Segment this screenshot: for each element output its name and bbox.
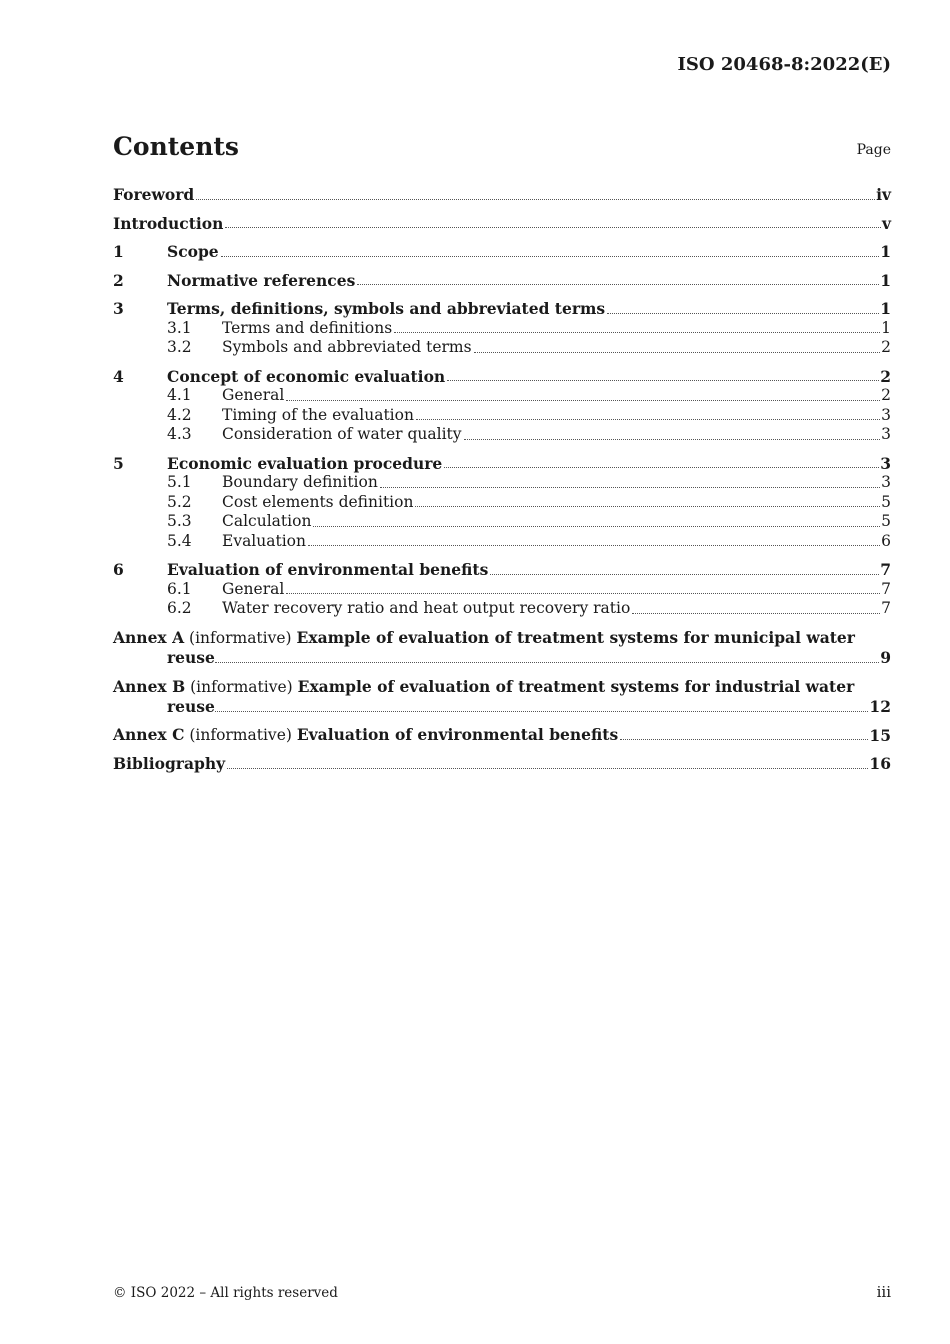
toc-entry-title: Economic evaluation procedure bbox=[167, 453, 443, 473]
toc-entry-title: Terms, definitions, symbols and abbreviated terms bbox=[167, 299, 606, 318]
toc-entry-title: Foreword bbox=[113, 185, 195, 204]
dot-leader bbox=[215, 661, 879, 663]
toc-entry-page: 6 bbox=[881, 531, 891, 550]
annex-title-continuation bbox=[113, 697, 891, 717]
toc-entry-title: Calculation bbox=[222, 512, 312, 530]
subclause-number: 3.2 bbox=[167, 338, 192, 356]
toc-entry-subclause-5-1[interactable] bbox=[113, 473, 891, 493]
toc-entry-subclause-3-2[interactable] bbox=[113, 338, 891, 358]
table-of-contents bbox=[113, 185, 891, 774]
dot-leader bbox=[607, 312, 879, 314]
toc-entry-subclause-5-2[interactable] bbox=[113, 493, 891, 513]
toc-entry-page: 15 bbox=[869, 725, 891, 745]
dot-leader bbox=[632, 612, 880, 614]
toc-entry-page: 16 bbox=[869, 754, 891, 773]
toc-entry-page: 7 bbox=[880, 560, 891, 579]
dot-leader bbox=[620, 738, 868, 740]
toc-entry-page: 9 bbox=[880, 648, 891, 667]
toc-entry-clause-6[interactable] bbox=[113, 560, 891, 580]
annex-title-continuation bbox=[113, 648, 891, 668]
toc-entry-title: Evaluation of environmental benefits bbox=[167, 560, 489, 579]
toc-entry-subclause-4-1[interactable] bbox=[113, 386, 891, 406]
toc-entry-page: 5 bbox=[881, 512, 891, 530]
clause-number: 3 bbox=[113, 299, 124, 318]
toc-entry-annex-b[interactable] bbox=[113, 677, 891, 717]
toc-entry-clause-2[interactable] bbox=[113, 271, 891, 291]
toc-entry-page: 1 bbox=[880, 270, 891, 290]
toc-entry-annex-c[interactable] bbox=[113, 726, 891, 746]
toc-entry-page: 3 bbox=[881, 405, 891, 424]
annex-kind: (informative) bbox=[190, 677, 293, 696]
toc-entry-title: Boundary definition bbox=[222, 473, 378, 491]
toc-entry-subclause-4-3[interactable] bbox=[113, 425, 891, 445]
toc-entry-page: 3 bbox=[880, 453, 891, 473]
document-id: ISO 20468-8:2022(E) bbox=[677, 54, 891, 75]
dot-leader bbox=[474, 351, 881, 353]
subclause-number: 5.4 bbox=[167, 531, 192, 550]
dot-leader bbox=[227, 767, 868, 769]
toc-entry-page: 2 bbox=[881, 338, 891, 356]
toc-entry-page: 7 bbox=[881, 599, 891, 617]
dot-leader bbox=[380, 486, 880, 488]
annex-title-line bbox=[113, 628, 891, 649]
dot-leader bbox=[447, 379, 879, 381]
toc-entry-title: Normative references bbox=[167, 270, 356, 290]
toc-entry-page: 3 bbox=[881, 425, 891, 443]
toc-entry-page: v bbox=[881, 213, 891, 233]
toc-entry-title: Water recovery ratio and heat output recovery ratio bbox=[222, 599, 631, 617]
toc-entry-title: Terms and definitions bbox=[222, 318, 393, 337]
annex-kind: (informative) bbox=[189, 628, 292, 647]
annex-title-end: reuse bbox=[167, 697, 215, 716]
subclause-number: 6.1 bbox=[167, 579, 192, 598]
toc-entry-title: Symbols and abbreviated terms bbox=[222, 338, 472, 356]
toc-entry-subclause-4-2[interactable] bbox=[113, 406, 891, 426]
toc-entry-clause-1[interactable] bbox=[113, 242, 891, 262]
toc-entry-page: 12 bbox=[869, 697, 891, 716]
dot-leader bbox=[490, 573, 879, 575]
toc-title: Contents bbox=[113, 132, 240, 161]
toc-entry-page: 1 bbox=[880, 299, 891, 318]
toc-entry-subclause-6-1[interactable] bbox=[113, 580, 891, 600]
page-number: iii bbox=[876, 1283, 891, 1301]
subclause-number: 3.1 bbox=[167, 318, 192, 337]
annex-kind: (informative) bbox=[189, 725, 292, 744]
toc-entry-title: Consideration of water quality bbox=[222, 425, 462, 443]
subclause-number: 4.1 bbox=[167, 386, 192, 404]
dot-leader bbox=[215, 710, 869, 712]
annex-label: Annex B bbox=[113, 676, 186, 696]
subclause-number: 4.2 bbox=[167, 405, 192, 424]
toc-entry-page: 7 bbox=[881, 579, 891, 598]
toc-entry-page: 3 bbox=[881, 473, 891, 491]
clause-number: 6 bbox=[113, 560, 124, 579]
toc-entry-annex-a[interactable] bbox=[113, 628, 891, 668]
clause-number: 4 bbox=[113, 366, 124, 386]
annex-title: Example of evaluation of treatment systems for municipal water bbox=[296, 627, 855, 647]
dot-leader bbox=[196, 198, 875, 200]
toc-entry-clause-3[interactable] bbox=[113, 299, 891, 319]
page-column-label: Page bbox=[856, 142, 891, 158]
dot-leader bbox=[464, 438, 881, 440]
toc-entry-title: Introduction bbox=[113, 213, 224, 233]
subclause-number: 5.3 bbox=[167, 512, 192, 530]
toc-entry-page: 1 bbox=[880, 242, 891, 261]
toc-entry-page: 5 bbox=[881, 492, 891, 511]
toc-entry-page: 2 bbox=[880, 366, 891, 386]
toc-entry-introduction[interactable] bbox=[113, 214, 891, 234]
toc-entry-page: 1 bbox=[881, 318, 891, 337]
dot-leader bbox=[313, 525, 880, 527]
subclause-number: 5.2 bbox=[167, 492, 192, 511]
annex-label: Annex C bbox=[113, 724, 185, 744]
toc-entry-subclause-5-3[interactable] bbox=[113, 512, 891, 532]
dot-leader bbox=[416, 418, 880, 420]
dot-leader bbox=[286, 399, 880, 401]
clause-number: 2 bbox=[113, 270, 124, 290]
annex-label: Annex A bbox=[113, 627, 185, 647]
annex-title: Evaluation of environmental benefits bbox=[296, 724, 619, 744]
dot-leader bbox=[415, 505, 880, 507]
dot-leader bbox=[221, 255, 880, 257]
subclause-number: 4.3 bbox=[167, 425, 192, 443]
toc-entry-foreword[interactable] bbox=[113, 185, 891, 205]
clause-number: 5 bbox=[113, 453, 124, 473]
toc-entry-bibliography[interactable] bbox=[113, 754, 891, 774]
toc-entry-title: General bbox=[222, 579, 285, 598]
toc-entry-subclause-3-1[interactable] bbox=[113, 319, 891, 339]
toc-entry-subclause-5-4[interactable] bbox=[113, 532, 891, 552]
toc-entry-page: iv bbox=[876, 185, 891, 204]
toc-entry-page: 2 bbox=[881, 386, 891, 404]
dot-leader bbox=[394, 331, 880, 333]
annex-title-end: reuse bbox=[167, 648, 215, 667]
toc-entry-title: General bbox=[222, 386, 285, 404]
toc-entry-title: Cost elements definition bbox=[222, 492, 414, 511]
annex-title-line bbox=[113, 725, 618, 746]
copyright-notice: © ISO 2022 – All rights reserved bbox=[113, 1285, 338, 1301]
toc-entry-title: Concept of economic evaluation bbox=[167, 366, 446, 386]
toc-entry-title: Scope bbox=[167, 242, 219, 261]
dot-leader bbox=[225, 226, 881, 228]
toc-entry-clause-4[interactable] bbox=[113, 367, 891, 387]
annex-title: Example of evaluation of treatment systems for industrial water bbox=[297, 676, 855, 696]
dot-leader bbox=[286, 592, 880, 594]
annex-title-line bbox=[113, 677, 891, 698]
clause-number: 1 bbox=[113, 242, 124, 261]
subclause-number: 6.2 bbox=[167, 599, 192, 617]
toc-entry-clause-5[interactable] bbox=[113, 454, 891, 474]
dot-leader bbox=[308, 544, 880, 546]
dot-leader bbox=[357, 283, 879, 285]
toc-entry-title: Bibliography bbox=[113, 754, 226, 773]
subclause-number: 5.1 bbox=[167, 473, 192, 491]
toc-entry-title: Timing of the evaluation bbox=[222, 405, 414, 424]
toc-entry-title: Evaluation bbox=[222, 531, 306, 550]
dot-leader bbox=[444, 466, 879, 468]
toc-entry-subclause-6-2[interactable] bbox=[113, 599, 891, 619]
